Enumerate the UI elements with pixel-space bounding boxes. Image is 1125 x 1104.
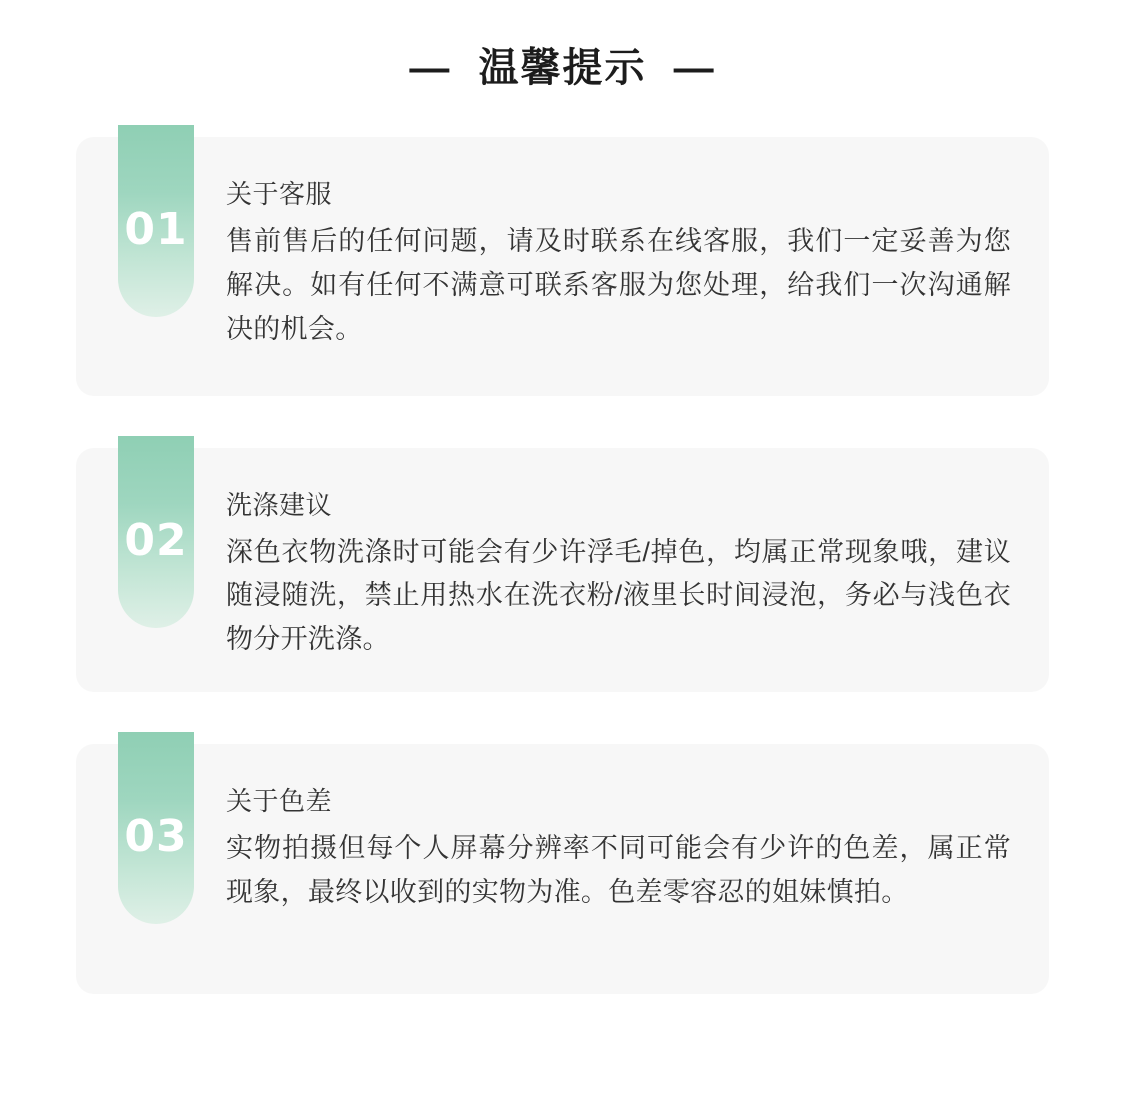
title-dash-right: — <box>673 46 716 91</box>
page-title <box>409 44 715 90</box>
tip-body-03 <box>226 774 1011 914</box>
tip-body-02 <box>226 478 1011 662</box>
tip-number-label: 02 <box>124 514 188 566</box>
page-header <box>0 0 1125 90</box>
tip-heading: 关于色差 <box>226 785 333 816</box>
tip-number-badge-02 <box>118 436 194 628</box>
tip-number-badge-01 <box>118 125 194 317</box>
tip-card-01 <box>76 137 1049 395</box>
tip-number-label: 03 <box>124 810 188 862</box>
tip-body-01 <box>226 167 1011 351</box>
tip-text: 实物拍摄但每个人屏幕分辨率不同可能会有少许的色差，属正常现象，最终以收到的实物为准。色差零容忍的姐妹慎拍。 <box>226 832 1011 907</box>
tip-heading: 关于客服 <box>226 179 333 210</box>
tip-heading: 洗涤建议 <box>226 489 333 520</box>
tip-number-label: 01 <box>124 204 188 256</box>
tip-text: 深色衣物洗涤时可能会有少许浮毛/掉色，均属正常现象哦，建议随浸随洗，禁止用热水在洗衣粉/液里长时间浸泡，务必与浅色衣物分开洗涤。 <box>226 536 1011 655</box>
title-text: 温馨提示 <box>478 46 647 91</box>
tip-card-03 <box>76 744 1049 994</box>
title-dash-left: — <box>409 46 452 91</box>
tip-card-02 <box>76 448 1049 692</box>
tip-number-badge-03 <box>118 732 194 924</box>
tip-text: 售前售后的任何问题，请及时联系在线客服，我们一定妥善为您解决。如有任何不满意可联系客服为您处理，给我们一次沟通解决的机会。 <box>226 226 1011 344</box>
tips-list <box>0 137 1125 993</box>
